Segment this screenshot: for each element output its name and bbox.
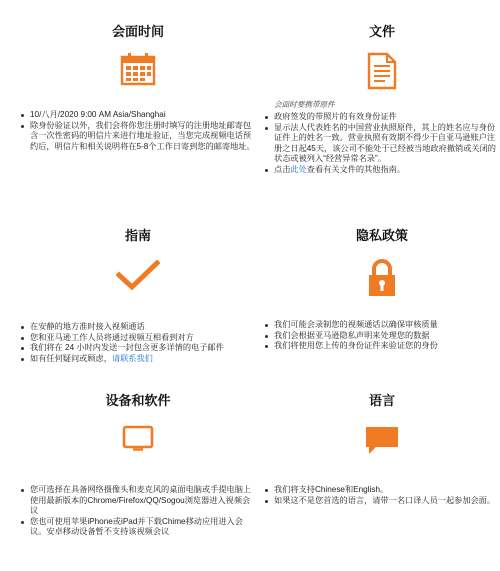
list-item: 除身份验证以外，我们会将你您注册时填写的注册地址邮寄包含一次性密码的明信片来进行地址验证，当您完成视频电话预约后，明信片和相关说明将在5-8个工作日寄到您的邮寄地址。	[30, 121, 258, 153]
meeting-time-list	[18, 110, 258, 152]
documents-note: 会面时要携带原件	[274, 100, 335, 109]
documents-title: 文件	[368, 24, 395, 39]
documents-list	[262, 112, 500, 176]
guide-list	[18, 322, 258, 364]
list-item: 政府签发的带照片的有效身份证件	[274, 112, 500, 123]
devices-title: 设备和软件	[105, 393, 171, 408]
language-title: 语言	[368, 393, 395, 408]
guide-section	[18, 228, 258, 364]
list-item: 10/八月/2020 9:00 AM Asia/Shanghai	[30, 110, 258, 121]
speech-bubble-icon	[262, 425, 500, 465]
contact-prefix: 如有任何疑问或顾虑，	[30, 353, 112, 363]
privacy-section	[262, 228, 500, 352]
list-item: 在安静的地方准时接入视频通话	[30, 322, 258, 333]
list-item: 显示法人代表姓名的中国营业执照原件，其上的姓名应与身份证件上的姓名一致。营业执照有效期不得少于自亚马逊账户注册之日起45天，该公司不能处于已经被当地政府撤销或关闭的状态或被列入“经营异常名录”。	[274, 123, 500, 165]
click-here-link[interactable]: 此处	[290, 164, 307, 174]
list-item: 我们将使用您上传的身份证件来验证您的身份	[274, 341, 500, 352]
privacy-title: 隐私政策	[355, 228, 408, 243]
list-item	[30, 354, 258, 365]
language-list	[262, 485, 500, 506]
padlock-icon	[262, 258, 500, 298]
list-item: 我们将在 24 小时内发送一封包含更多详情的电子邮件	[30, 343, 258, 354]
document-icon	[262, 52, 500, 92]
list-item: 您也可使用苹果iPhone或iPad并下载Chime移动应用进入会议。安卓移动设备暂不支持该视频会议	[30, 517, 258, 538]
devices-section	[18, 393, 258, 538]
calendar-icon	[18, 52, 258, 92]
list-item: 您可选择在具备网络摄像头和麦克风的桌面电脑或手提电脑上使用最新版本的Chrome/Firefox/QQ/Sogou浏览器进入视频会议	[30, 485, 258, 517]
checkmark-icon	[18, 260, 258, 300]
privacy-list	[262, 320, 500, 352]
list-item: 您和亚马逊工作人员将通过视频互相看到对方	[30, 333, 258, 344]
list-item: 我们将支持Chinese和English。	[274, 485, 500, 496]
list-item: 我们会根据亚马逊隐私声明来处理您的数据	[274, 331, 500, 342]
documents-section	[262, 24, 500, 176]
laptop-icon	[18, 425, 258, 465]
list-item: 如果这不是您首选的语言，请带一名口译人员一起参加会面。	[274, 496, 500, 507]
contact-us-link[interactable]: 请联系我们	[111, 353, 153, 363]
meeting-time-title: 会面时间	[111, 24, 164, 39]
list-item	[274, 165, 500, 176]
list-item: 我们可能会录制您的视频通话以确保审核质量	[274, 320, 500, 331]
devices-list	[18, 485, 258, 538]
click-suffix: 查看有关文件的其他指南。	[306, 164, 406, 174]
guide-title: 指南	[124, 228, 151, 243]
click-prefix: 点击	[274, 164, 291, 174]
meeting-time-section	[18, 24, 258, 152]
language-section	[262, 393, 500, 506]
